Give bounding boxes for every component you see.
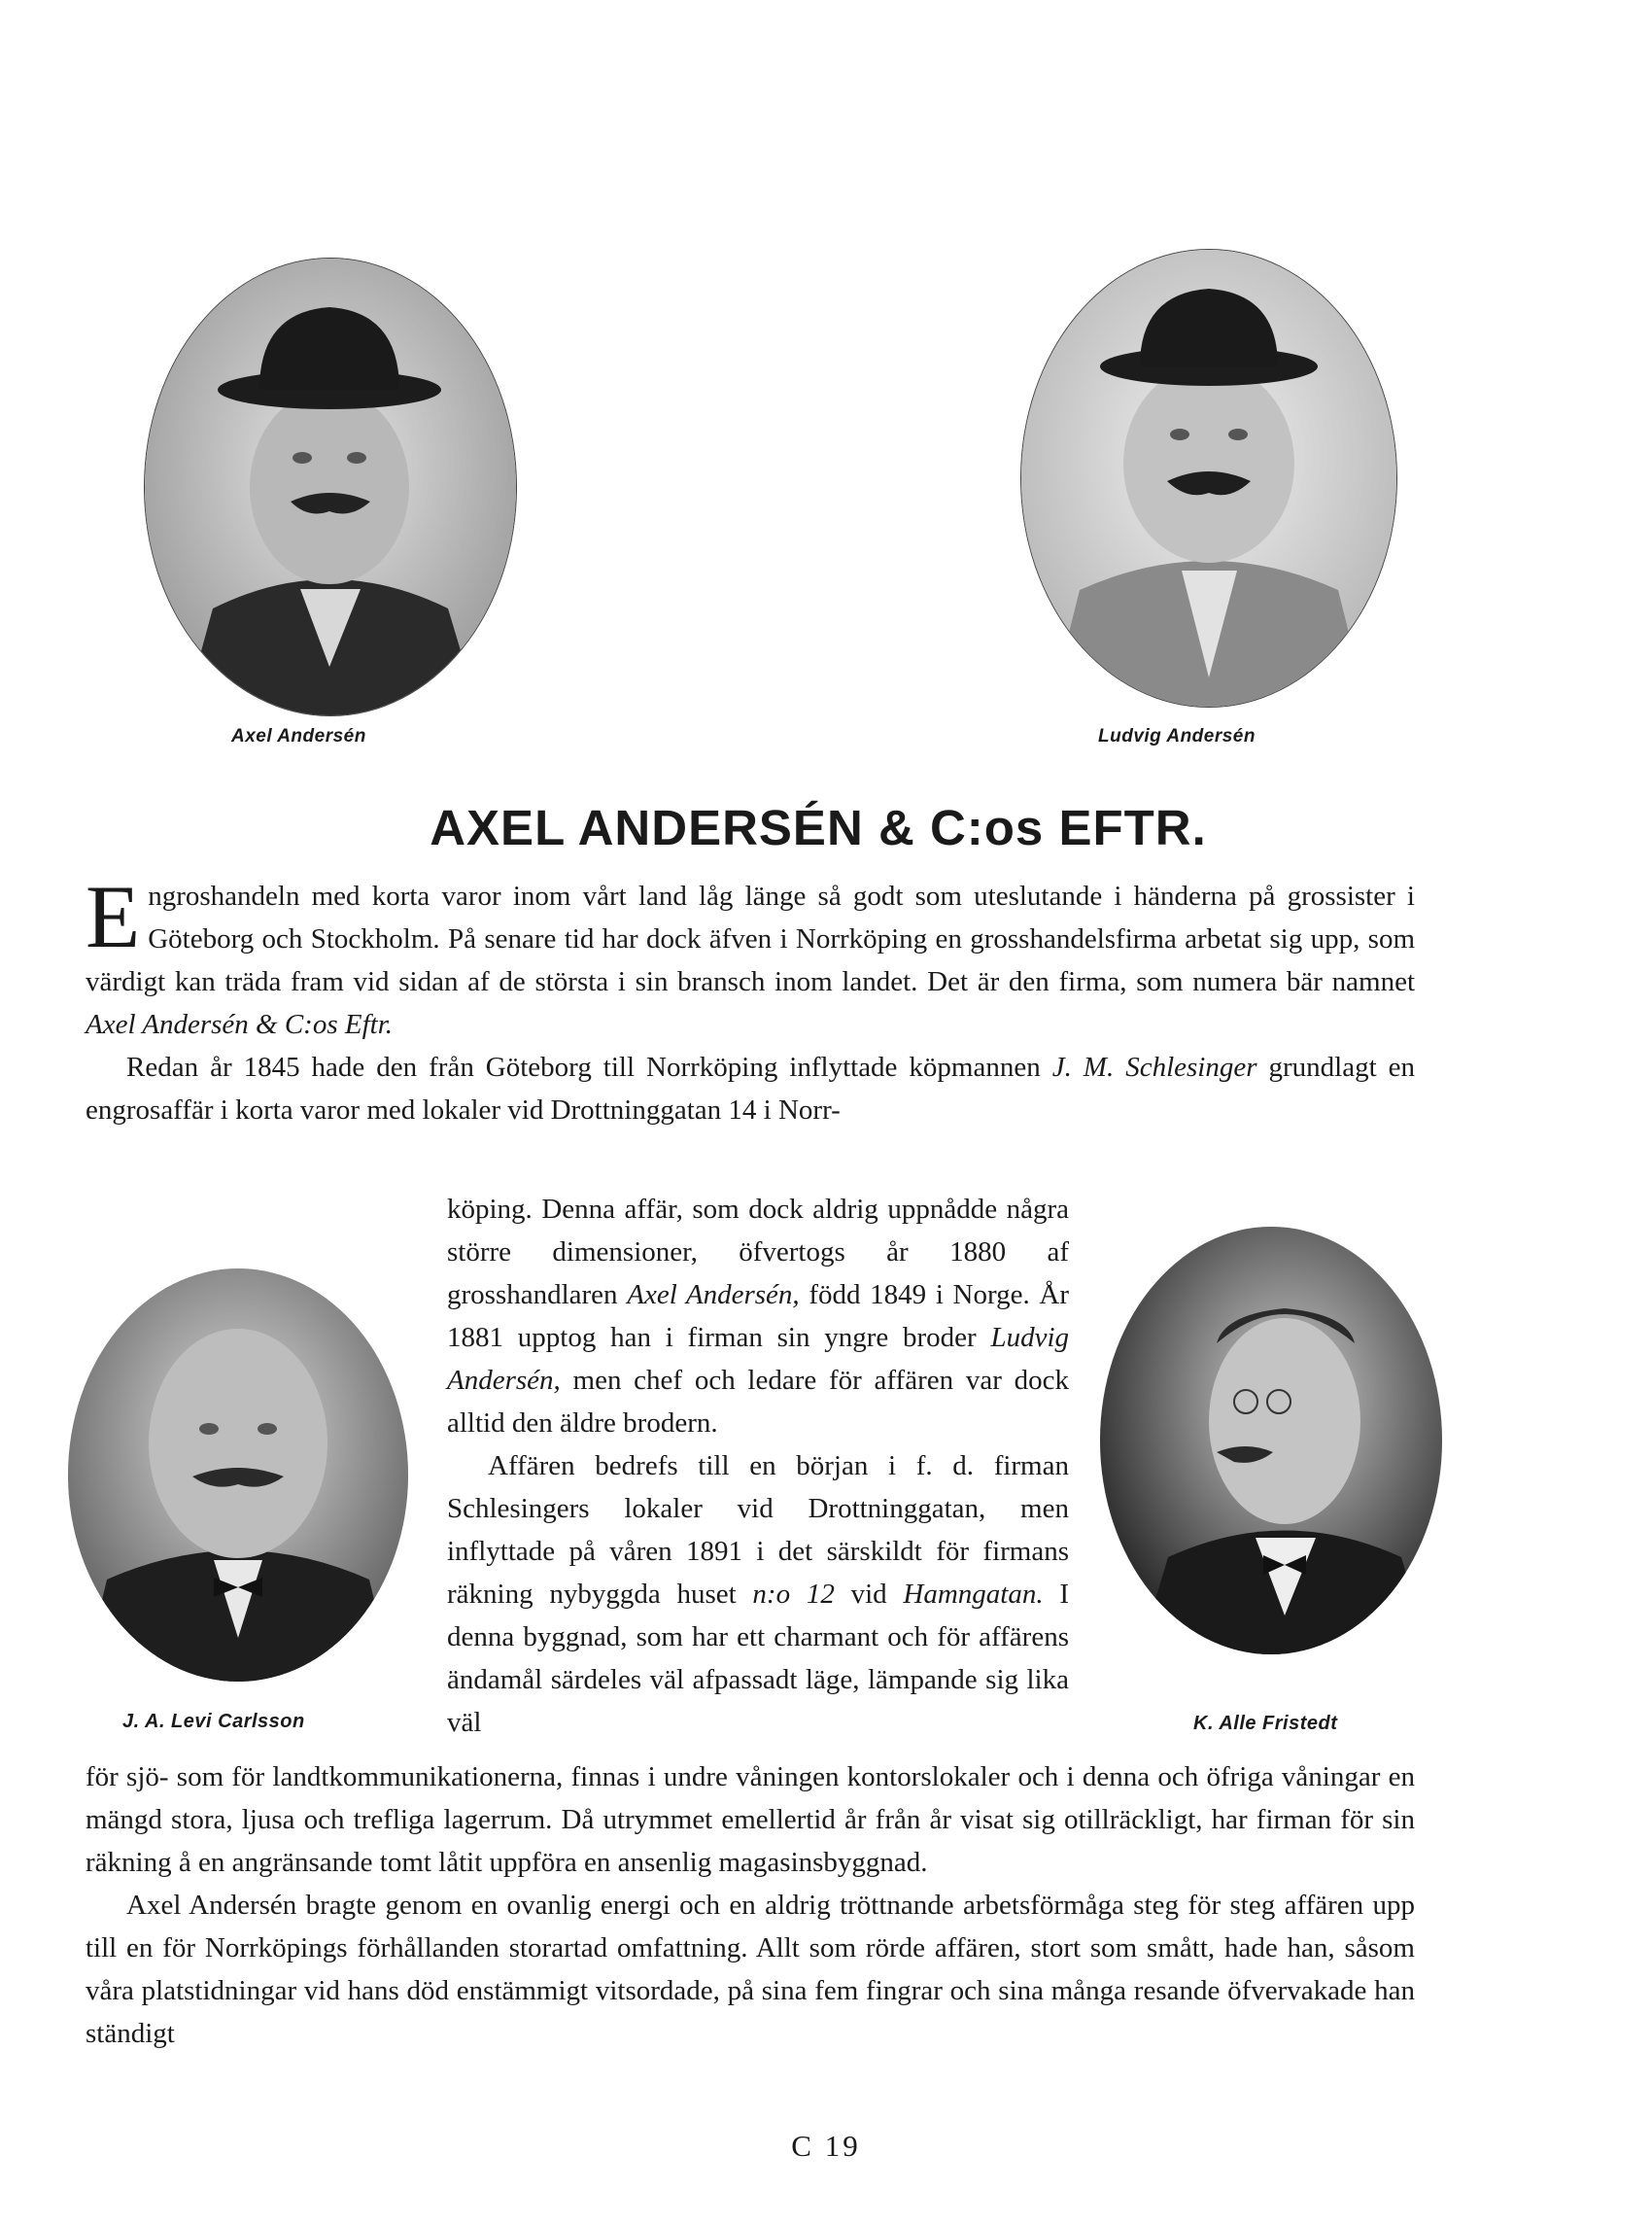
- paragraph-3: [447, 1444, 1069, 1744]
- caption-ludvig-andersen: Ludvig Andersén: [1098, 726, 1256, 747]
- column-text-a: köping. Denna affär, som dock aldrig uppnådde några större dimensioner, öfvertogs år 1880 af grosshandlaren: [447, 1194, 1069, 1310]
- paragraph-2-continued: [447, 1188, 1069, 1444]
- portrait-bowler-hat-man-icon: [145, 259, 516, 715]
- column-text-b: född 1849 i Norge. År 1881 upptog han i firman sin yngre broder: [447, 1279, 1069, 1353]
- page-title: [0, 799, 1652, 856]
- caption-axel-andersen: Axel Andersén: [231, 726, 366, 747]
- portrait-fristedt: [1100, 1227, 1442, 1654]
- column-text-c: men chef och ledare för affären var dock alltid den äldre brodern.: [447, 1365, 1069, 1439]
- text-column-middle: [447, 1188, 1069, 1744]
- paragraph-2: [86, 1046, 1415, 1131]
- portrait-man-pince-nez-icon: [1100, 1227, 1442, 1654]
- caption-carlsson: J. A. Levi Carlsson: [122, 1711, 305, 1732]
- paragraph-2-text-b: grundlagt en engrosaffär i korta varor med lokaler vid Drottninggatan 14 i Norr-: [86, 1052, 1415, 1126]
- paragraph-3-text-b: vid: [834, 1579, 904, 1610]
- portrait-ludvig-andersen: [1020, 249, 1397, 708]
- caption-fristedt: K. Alle Fristedt: [1193, 1713, 1338, 1734]
- paragraph-3-text-c: I denna byggnad, som har ett charmant och för affärens ändamål särdeles väl afpassadt läge, lämpande sig lika väl: [447, 1579, 1069, 1738]
- paragraph-1-text: ngroshandeln med korta varor inom vårt land låg länge så godt som uteslutande i händerna på grossister i Göteborg och Stockholm. På senare tid har dock äfven i Norrköping en grosshandelsfirma arbetat sig upp, som värdigt kan träda fram vid sidan af de största i sin bransch inom landet. Det är den firma, som numera bär namnet: [86, 881, 1415, 997]
- paragraph-3-end: för sjö- som för landtkommunikationerna, finnas i undre våningen kontorslokaler och i denna och öfriga våningar en mängd stora, ljusa och trefliga lagerrum. Då utrymmet emellertid år från år visat sig otillräckligt, har firman för sin räkning å en angränsande tomt låtit uppföra en ansenlig magasinsbyggnad.: [86, 1761, 1415, 1878]
- paragraph-2-text-a: Redan år 1845 hade den från Göteborg till Norrköping inflyttade köpmannen: [126, 1052, 1052, 1083]
- text-block-closing: [86, 1755, 1415, 2055]
- paragraph-3-text-a: Affären bedrefs till en början i f. d. firman Schlesingers lokaler vid Drottninggatan, men inflyttade på våren 1891 i det särskildt för firmans räkning nybyggda huset: [447, 1450, 1069, 1610]
- address-number: n:o 12: [752, 1579, 835, 1610]
- paragraph-4: Axel Andersén bragte genom en ovanlig energi och en aldrig tröttnande arbetsförmåga steg för steg affären upp till en för Norrköpings förhållanden storartad omfattning. Allt som rörde affären, stort som smått, hade han, såsom våra platstidningar vid hans död enstämmigt vitsordade, på sina fem fingrar och sina många resande öfvervakade han ständigt: [86, 1890, 1415, 2049]
- text-block-intro: [86, 867, 1415, 1131]
- portrait-carlsson: [68, 1268, 408, 1682]
- street-name: Hamngatan.: [903, 1579, 1044, 1610]
- page-title-text: AXEL ANDERSÉN & C:os EFTR.: [430, 800, 1207, 855]
- name-schlesinger: J. M. Schlesinger: [1051, 1052, 1257, 1083]
- drop-cap: E: [86, 867, 141, 966]
- name-ludvig-andersen: Ludvig Andersén,: [447, 1322, 1069, 1396]
- portrait-bowler-hat-man-icon: [1021, 250, 1396, 707]
- paragraph-1: [86, 867, 1415, 1046]
- firm-name-italic: Axel Andersén & C:os Eftr.: [86, 1009, 394, 1040]
- name-axel-andersen: Axel Andersén,: [627, 1279, 800, 1310]
- portrait-axel-andersen: [144, 258, 517, 716]
- portrait-bald-man-bowtie-icon: [68, 1268, 408, 1682]
- page-number: C 19: [791, 2129, 861, 2163]
